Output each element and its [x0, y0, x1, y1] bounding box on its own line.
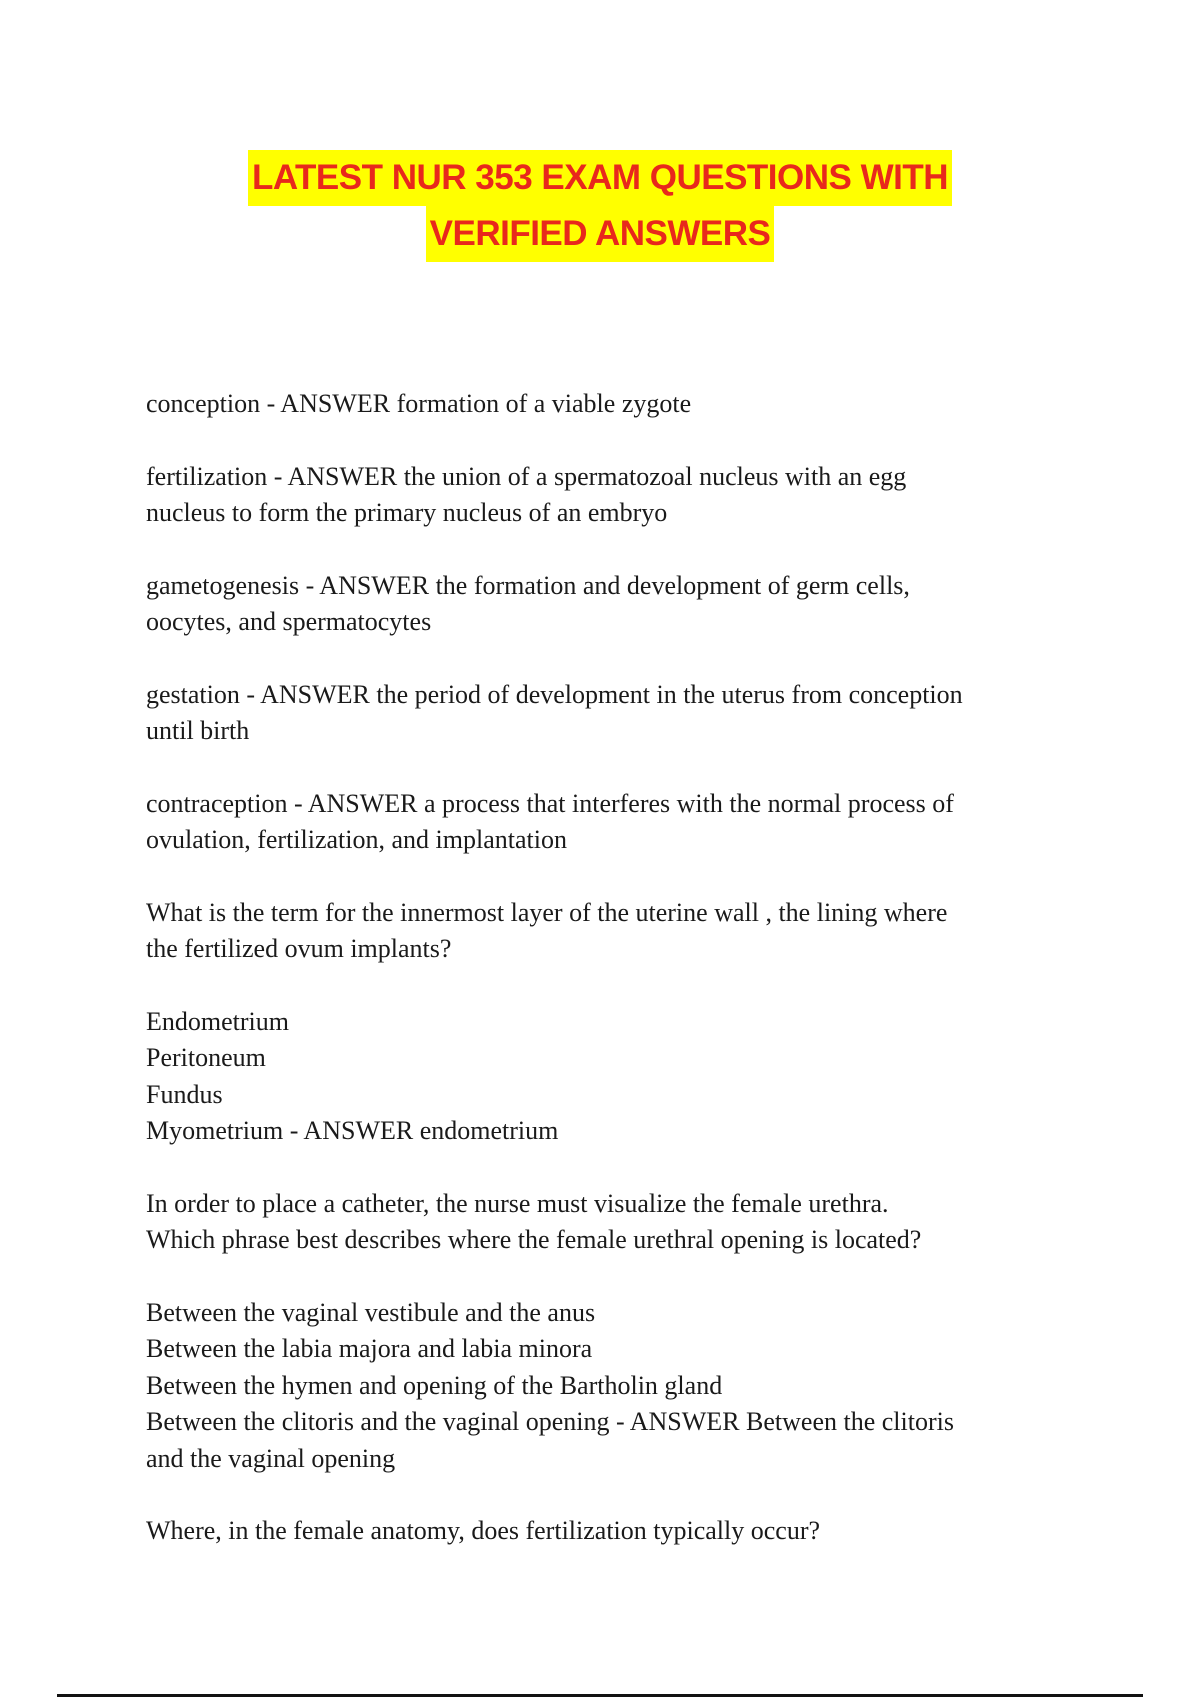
document-title [0, 150, 1200, 262]
entry-line: conception - ANSWER formation of a viable zygote [146, 389, 692, 418]
option-line: Between the vaginal vestibule and the anus [146, 1297, 596, 1327]
option-line: and the vaginal opening [146, 1443, 396, 1473]
question-line: Which phrase best describes where the female urethral opening is located? [146, 1225, 922, 1254]
question-line: In order to place a catheter, the nurse must visualize the female urethra. [146, 1188, 889, 1218]
options-uterine-layer [146, 1004, 1066, 1150]
option-line: Between the hymen and opening of the Bartholin gland [146, 1370, 723, 1400]
qa-entry-contraception [146, 786, 1066, 859]
qa-content [146, 386, 1066, 1586]
entry-line: nucleus to form the primary nucleus of an embryo [146, 498, 668, 527]
question-line: What is the term for the innermost layer of the uterine wall , the lining where [146, 897, 948, 927]
option-line: Endometrium [146, 1006, 289, 1036]
qa-entry-gametogenesis [146, 568, 1066, 641]
entry-line: fertilization - ANSWER the union of a spermatozoal nucleus with an egg [146, 461, 907, 491]
qa-entry-conception [146, 386, 1066, 423]
qa-entry-gestation [146, 677, 1066, 750]
question-uterine-layer [146, 895, 1066, 968]
question-fertilization-site [146, 1513, 1066, 1550]
entry-line: gestation - ANSWER the period of development in the uterus from conception [146, 679, 963, 709]
footer-divider [57, 1694, 1143, 1697]
title-line-1: LATEST NUR 353 EXAM QUESTIONS WITH [248, 150, 952, 206]
entry-line: gametogenesis - ANSWER the formation and development of germ cells, [146, 570, 910, 600]
qa-entry-fertilization [146, 459, 1066, 532]
question-urethral-opening [146, 1186, 1066, 1259]
option-line: Peritoneum [146, 1043, 266, 1072]
question-line: the fertilized ovum implants? [146, 934, 452, 963]
option-line: Between the labia majora and labia minora [146, 1334, 593, 1363]
entry-line: contraception - ANSWER a process that interferes with the normal process of [146, 788, 954, 818]
option-line: Myometrium - ANSWER endometrium [146, 1116, 559, 1145]
entry-line: oocytes, and spermatocytes [146, 607, 432, 636]
entry-line: ovulation, fertilization, and implantation [146, 825, 567, 854]
option-line: Between the clitoris and the vaginal opening - ANSWER Between the clitoris [146, 1407, 954, 1436]
entry-line: until birth [146, 716, 250, 745]
title-line-2: VERIFIED ANSWERS [426, 206, 775, 262]
question-line: Where, in the female anatomy, does fertilization typically occur? [146, 1516, 821, 1545]
option-line: Fundus [146, 1079, 223, 1109]
options-urethral-opening [146, 1295, 1066, 1478]
